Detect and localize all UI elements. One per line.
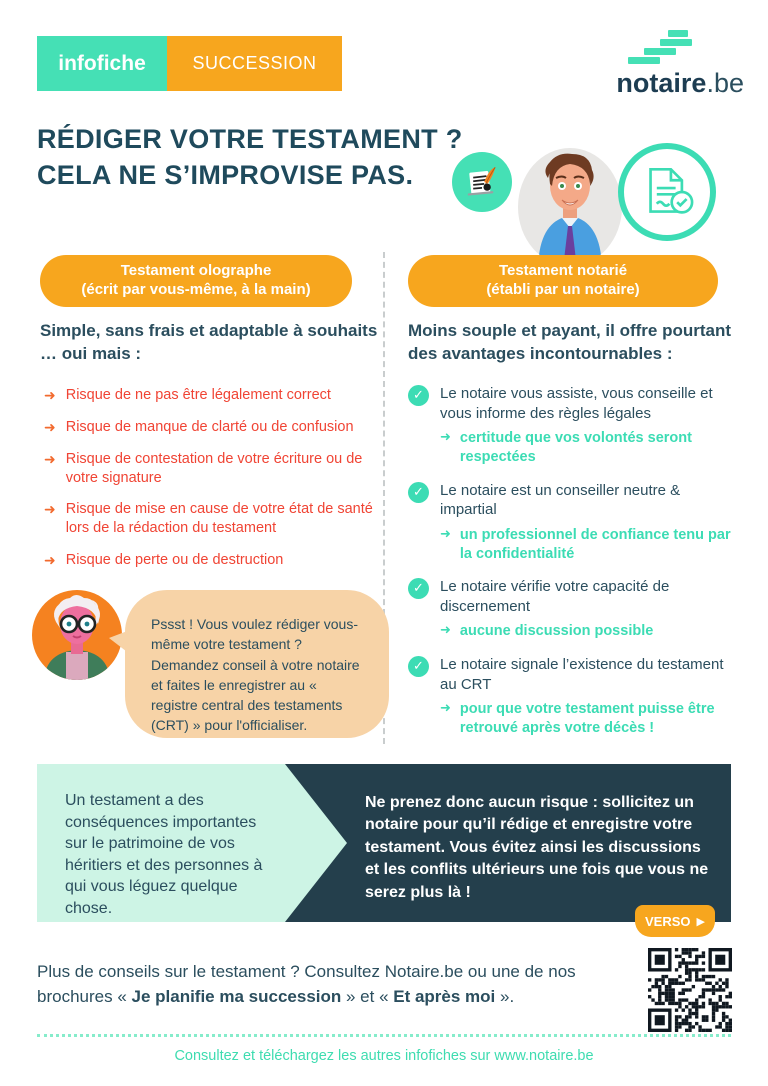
pill-testament-notarie bbox=[408, 255, 718, 307]
qr-code bbox=[648, 948, 732, 1032]
arrow-right-icon: ➜ bbox=[44, 552, 56, 569]
banner-mint-text: Un testament a des conséquences importantes sur le patrimoine de vos héritiers et des personnes à qui vous léguez quelque chose. bbox=[65, 792, 263, 917]
risk-item bbox=[44, 551, 374, 570]
pill-testament-olographe bbox=[40, 255, 352, 307]
pill-left-line2: (écrit par vous-même, à la main) bbox=[81, 281, 311, 298]
footer-brochure2: Et après moi bbox=[393, 986, 496, 1006]
advantage-item bbox=[408, 481, 738, 564]
risk-text: Risque de perte ou de destruction bbox=[65, 552, 284, 569]
risk-item bbox=[44, 500, 374, 538]
arrow-right-icon: ➜ bbox=[44, 418, 56, 435]
verso-label: VERSO bbox=[645, 913, 691, 929]
advantage-sub-text: certitude que vos volontés seront respectées bbox=[459, 430, 692, 465]
quill-document-icon bbox=[452, 152, 512, 212]
risk-item bbox=[44, 386, 374, 405]
arrow-right-icon: ➜ bbox=[44, 387, 56, 403]
advantage-item bbox=[408, 384, 738, 467]
pill-left-line1: Testament olographe bbox=[120, 262, 272, 280]
advantage-list bbox=[408, 384, 738, 752]
footer-link[interactable]: Consultez et téléchargez les autres infofiches sur www.notaire.be bbox=[174, 1048, 594, 1064]
header-badges bbox=[37, 36, 342, 91]
infofiche-badge-label: infofiche bbox=[58, 51, 146, 75]
banner-dark-box bbox=[285, 764, 731, 922]
advantage-item bbox=[408, 655, 738, 738]
check-circle-icon: ✓ bbox=[408, 578, 429, 599]
advantage-text: Le notaire est un conseiller neutre & impartial bbox=[440, 481, 681, 519]
logo-name: notaire bbox=[616, 68, 707, 98]
left-intro: Simple, sans frais et adaptable à souhaits … oui mais : bbox=[40, 321, 378, 363]
notary-avatar bbox=[518, 148, 622, 266]
play-arrow-icon: ▶ bbox=[696, 915, 705, 928]
advantage-item bbox=[408, 577, 738, 641]
document-check-icon bbox=[618, 143, 716, 241]
verso-button[interactable] bbox=[635, 905, 715, 937]
check-circle-icon: ✓ bbox=[408, 385, 429, 406]
banner-mint-box bbox=[37, 764, 285, 922]
check-circle-icon: ✓ bbox=[408, 482, 429, 503]
arrow-right-icon: ➜ bbox=[440, 622, 451, 638]
risk-text: Risque de contestation de votre écriture ou de votre signature bbox=[65, 450, 363, 486]
advantage-text: Le notaire signale l’existence du testament au CRT bbox=[440, 656, 724, 693]
pill-right-line2: (établi par un notaire) bbox=[486, 281, 640, 298]
footer-part2: » et « bbox=[341, 986, 394, 1006]
risk-item bbox=[44, 450, 374, 488]
arrow-right-icon: ➜ bbox=[440, 429, 451, 444]
footer-part3: ». bbox=[495, 986, 515, 1006]
speech-bubble-text: Pssst ! Vous voulez rédiger vous-même votre testament ? Demandez conseil à votre notaire et faites le enregistrer au « registre central des testaments (CRT) » pour l'officialiser. bbox=[151, 616, 360, 734]
pill-right-line1: Testament notarié bbox=[498, 262, 628, 280]
dotted-separator bbox=[37, 1034, 731, 1037]
advantage-sub-text: aucune discussion possible bbox=[459, 623, 654, 640]
advantage-sub-text: un professionnel de confiance tenu par la confidentialité bbox=[459, 526, 731, 562]
title-line1: RÉDIGER VOTRE TESTAMENT ? bbox=[37, 124, 463, 154]
banner-dark-text: Ne prenez donc aucun risque : sollicitez un notaire pour qu’il rédige et enregistre votre testament. Vous évitez ainsi les discussions et les conflits ultérieurs une fois que vous ne serez plus là ! bbox=[365, 794, 709, 901]
logo-suffix: .be bbox=[706, 68, 744, 98]
advantage-text: Le notaire vérifie votre capacité de discernement bbox=[440, 578, 670, 615]
risk-list bbox=[44, 386, 374, 583]
risk-text: Risque de manque de clarté ou de confusion bbox=[65, 418, 354, 435]
logo-bars-icon bbox=[594, 30, 716, 66]
risk-text: Risque de ne pas être légalement correct bbox=[65, 387, 331, 403]
footer-text bbox=[37, 960, 627, 1009]
title-line2: CELA NE S’IMPROVISE PAS. bbox=[37, 159, 414, 190]
arrow-right-icon: ➜ bbox=[44, 501, 56, 518]
check-circle-icon: ✓ bbox=[408, 656, 429, 677]
notary-man-icon bbox=[518, 148, 622, 266]
notaire-logo bbox=[594, 30, 744, 99]
infofiche-badge bbox=[37, 36, 167, 91]
risk-item bbox=[44, 418, 374, 437]
arrow-right-icon: ➜ bbox=[44, 450, 56, 467]
logo-text bbox=[594, 68, 744, 99]
advantage-text: Le notaire vous assiste, vous conseille et vous informe des règles légales bbox=[440, 385, 713, 422]
succession-badge-label: SUCCESSION bbox=[192, 53, 317, 73]
risk-text: Risque de mise en cause de votre état de santé lors de la rédaction du testament bbox=[65, 501, 373, 537]
right-intro: Moins souple et payant, il offre pourtant des avantages incontournables : bbox=[408, 321, 732, 363]
page-title bbox=[37, 122, 463, 193]
footer-part1: Plus de conseils sur le testament ? Consultez Notaire.be ou une de nos brochures « bbox=[37, 962, 576, 1006]
footer-brochure1: Je planifie ma succession bbox=[131, 986, 342, 1006]
speech-bubble bbox=[125, 590, 389, 738]
arrow-right-icon: ➜ bbox=[440, 700, 451, 716]
header-illustration bbox=[445, 135, 735, 260]
arrow-right-icon: ➜ bbox=[440, 525, 451, 541]
advantage-sub-text: pour que votre testament puisse être retrouvé après votre décès ! bbox=[459, 701, 715, 737]
succession-badge bbox=[167, 36, 342, 91]
